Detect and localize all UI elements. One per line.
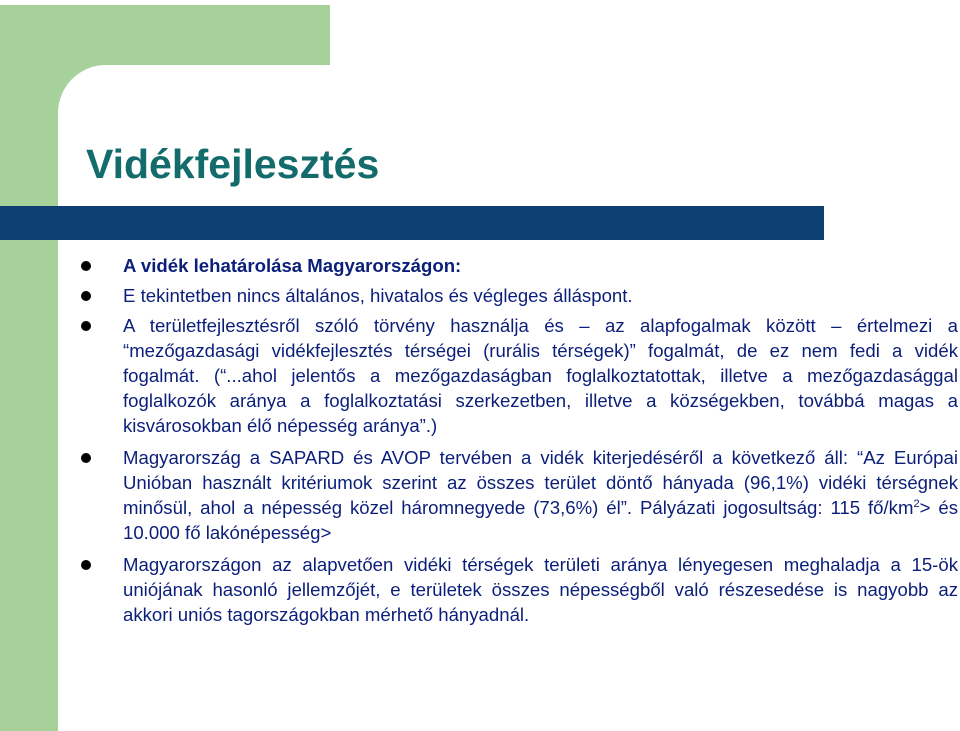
bullet-dot-icon [81, 291, 91, 301]
bullet-text: E tekintetben nincs általános, hivatalos és végleges álláspont. [123, 285, 633, 306]
bullet-list [80, 253, 958, 634]
bullet-item [80, 445, 958, 545]
bullet-text: Magyarországon az alapvetően vidéki térségek területi aránya lényegesen meghaladja a 15-ök uniójának hasonló jellemzőjét, e területek összes népességből való részesedése is nagyobb az akkori uniós tagországokban mérhető hányadnál. [123, 554, 958, 625]
bullet-dot-icon [81, 560, 91, 570]
bullet-text: Magyarország a SAPARD és AVOP tervében a vidék kiterjedéséről a következő áll: “Az Európai Unióban használt kritériumok szerint az összes terület döntő hányada (96,1%) vidéki térségnek minősül, ahol a népesség közel háromnegyede (73,6%) él”. Pályázati jogosultság: 115 fő/km [123, 447, 958, 518]
bullet-text: A vidék lehatárolása Magyarországon: [123, 255, 462, 276]
bullet-dot-icon [81, 321, 91, 331]
bullet-item [80, 313, 958, 438]
bullet-dot-icon [81, 261, 91, 271]
title-divider-bar [0, 206, 824, 240]
bullet-item [80, 253, 958, 278]
bullet-item [80, 283, 958, 308]
bullet-dot-icon [81, 453, 91, 463]
bullet-item [80, 552, 958, 627]
superscript: 2 [913, 497, 920, 510]
bullet-text: A területfejlesztésről szóló törvény használja és – az alapfogalmak között – értelmezi a “mezőgazdasági vidékfejlesztés térségei (rurális térségek)” fogalmát, de ez nem fedi a vidék fogalmát. (“...ahol jelentős a mezőgazdaságban foglalkoztatottak, illetve a mezőgazdasággal foglalkozók aránya a foglalkoztatási szerkezetben, illetve a községekben, továbbá magas a kisvárosokban élő népesség aránya”.) [123, 315, 958, 436]
bullet-text-continued: > és 10.000 fő lakónépesség> [123, 497, 958, 543]
slide-title: Vidékfejlesztés [86, 141, 380, 187]
